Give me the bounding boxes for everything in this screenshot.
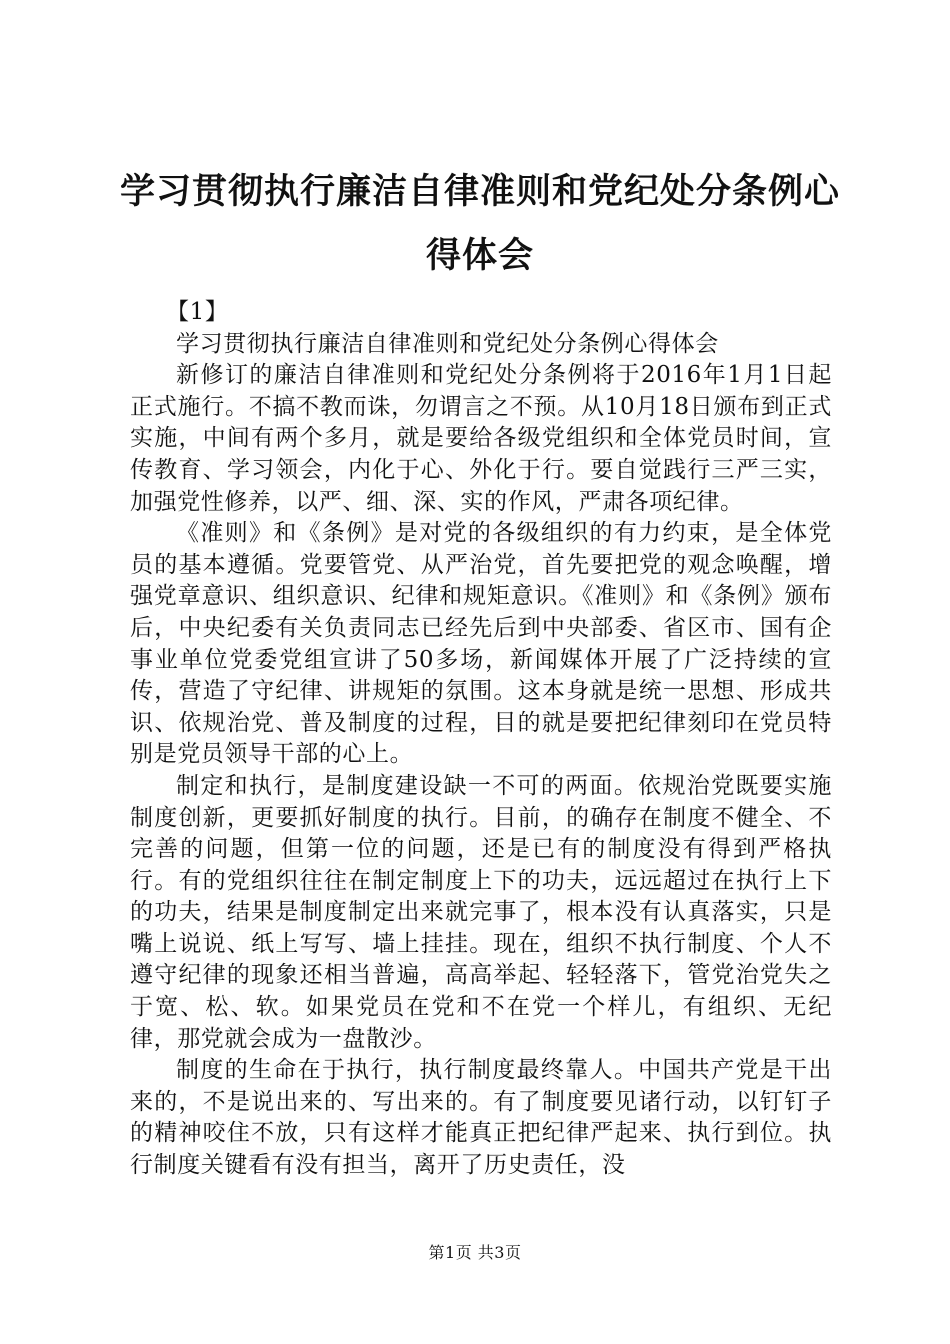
subtitle: 学习贯彻执行廉洁自律准则和党纪处分条例心得体会 xyxy=(176,330,719,357)
paragraph-3: 制定和执行，是制度建设缺一不可的两面。依规治党既要实施制度创新，更要抓好制度的执行。目前，的确存在制度不健全、不完善的问题，但第一位的问题，还是已有的制度没有得到严格执行。有的党组织往往在制定制度上下的功夫，远远超过在执行上下的功夫，结果是制度制定出来就完事了，根本没有认真落实，只是嘴上说说、纸上写写、墙上挂挂。现在，组织不执行制度、个人不遵守纪律的现象还相当普遍，高高举起、轻轻落下，管党治党失之于宽、松、软。如果党员在党和不在党一个样儿，有组织、无纪律，那党就会成为一盘散沙。 xyxy=(130,772,832,1052)
page-footer: 第1页 共3页 xyxy=(428,1243,522,1262)
document-body xyxy=(130,297,832,1182)
paragraph-4: 制度的生命在于执行，执行制度最终靠人。中国共产党是干出来的，不是说出来的、写出来的。有了制度要见诸行动，以钉钉子的精神咬住不放，只有这样才能真正把纪律严起来、执行到位。执行制度关键看有没有担当，离开了历史责任，没 xyxy=(130,1057,832,1179)
paragraph-2: 《准则》和《条例》是对党的各级组织的有力约束，是全体党员的基本遵循。党要管党、从严治党，首先要把党的观念唤醒，增强党章意识、组织意识、纪律和规矩意识。《准则》和《条例》颁布后，中央纪委有关负责同志已经先后到中央部委、省区市、国有企事业单位党委党组宣讲了50多场，新闻媒体开展了广泛持续的宣传，营造了守纪律、讲规矩的氛围。这本身就是统一思想、形成共识、依规治党、普及制度的过程，目的就是要把纪律刻印在党员特别是党员领导干部的心上。 xyxy=(130,520,832,768)
title-line-2: 得体会 xyxy=(425,236,534,276)
section-number: 【1】 xyxy=(166,299,229,325)
document-title xyxy=(100,160,860,288)
title-line-1: 学习贯彻执行廉洁自律准则和党纪处分条例心 xyxy=(119,172,840,212)
paragraph-1: 新修订的廉洁自律准则和党纪处分条例将于2016年1月1日起正式施行。不搞不教而诛，勿谓言之不预。从10月18日颁布到正式实施，中间有两个多月，就是要给各级党组织和全体党员时间，宣传教育、学习领会，内化于心、外化于行。要自觉践行三严三实，加强党性修养，以严、细、深、实的作风，严肃各项纪律。 xyxy=(130,362,832,515)
